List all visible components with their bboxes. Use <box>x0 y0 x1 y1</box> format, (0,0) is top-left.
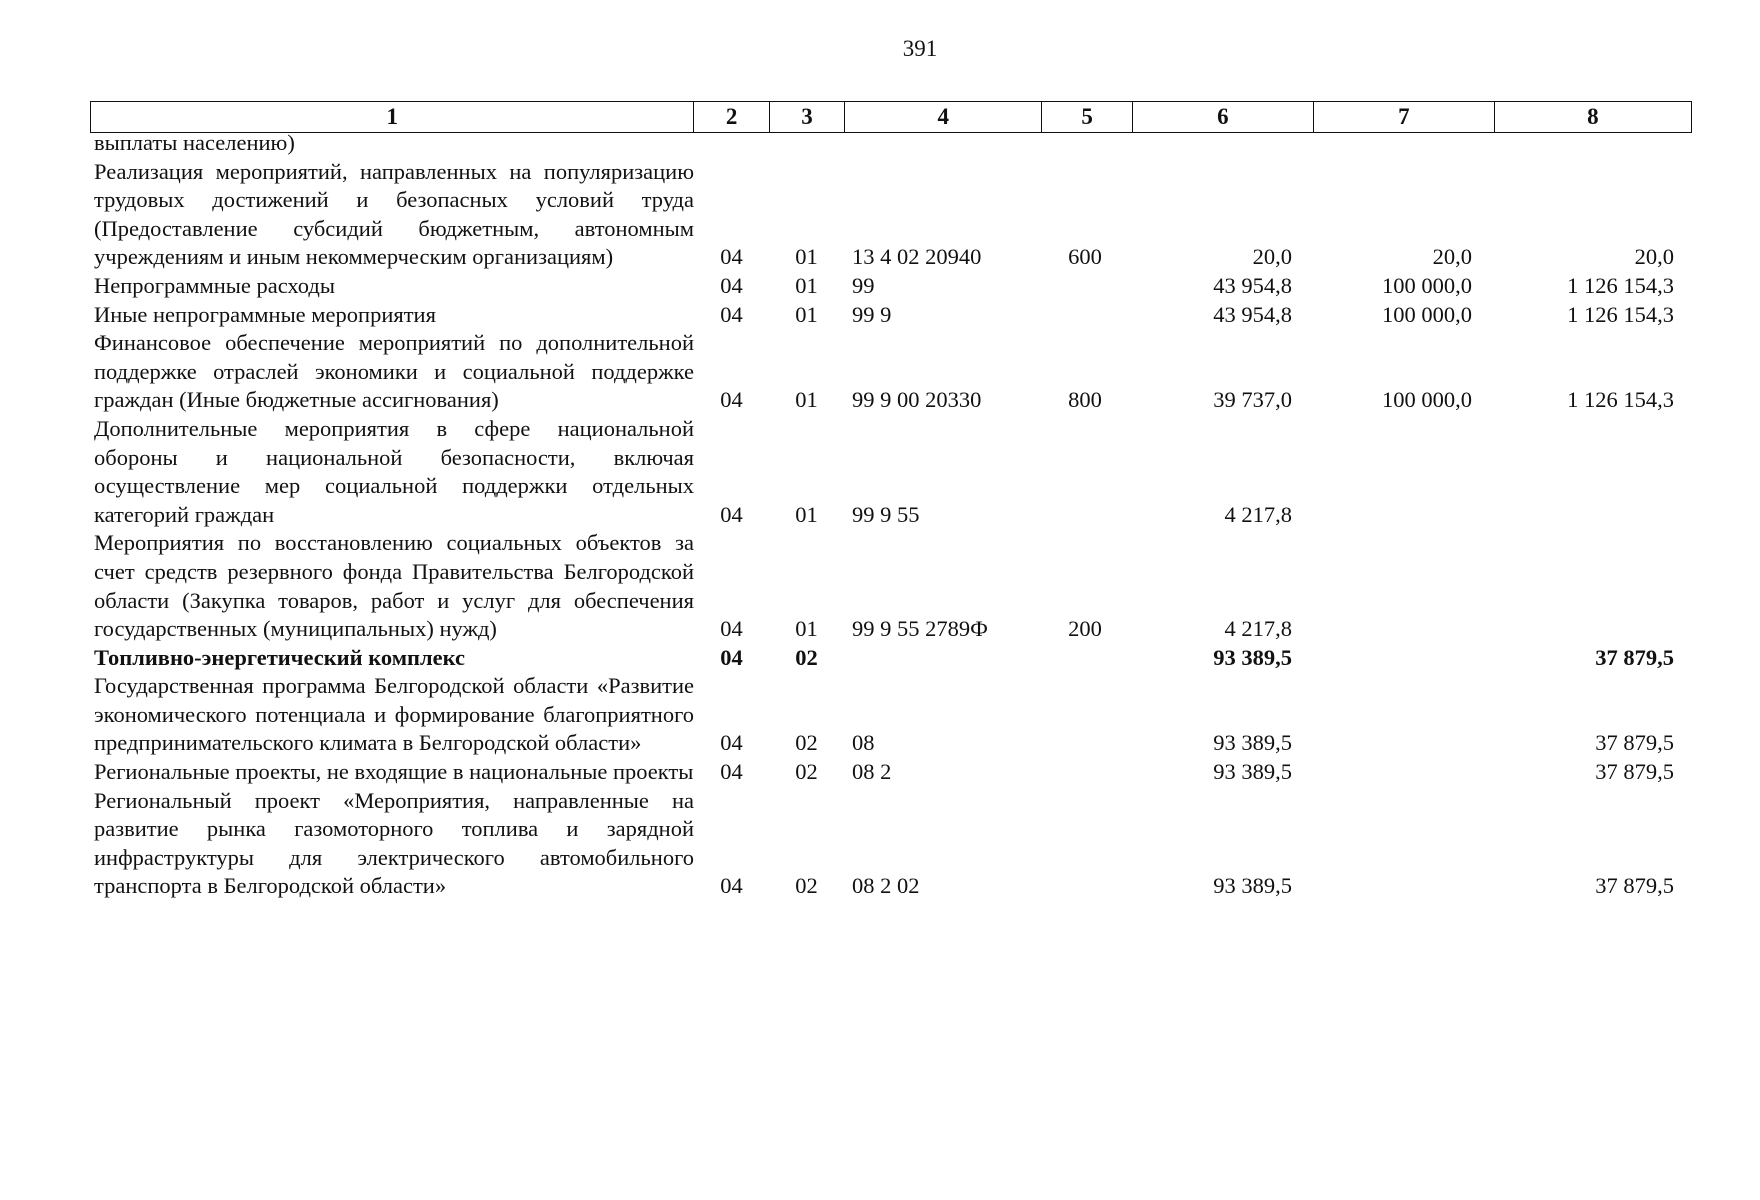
table-row <box>90 672 1692 758</box>
row-amount-col-8: 37 879,5 <box>1595 730 1674 756</box>
row-amount-col-6: 93 389,5 <box>1213 759 1292 785</box>
row-amount-col-8: 37 879,5 <box>1595 873 1674 899</box>
row-name: Топливно-энергетический комплекс <box>94 644 465 670</box>
header-col-8: 8 <box>1494 102 1691 133</box>
table-row <box>90 272 1692 301</box>
row-name: Финансовое обеспечение мероприятий по дополнительной поддержке отраслей экономики и социальной поддержке граждан (Иные бюджетные ассигнования) <box>94 330 694 413</box>
row-target-article: 99 9 55 2789Ф <box>852 616 988 642</box>
row-target-article: 08 2 <box>852 759 892 785</box>
table-row <box>90 129 1692 158</box>
row-section-code: 04 <box>720 759 743 785</box>
row-amount-col-6: 93 389,5 <box>1213 730 1292 756</box>
row-section-code: 04 <box>720 644 743 670</box>
table-row <box>90 415 1692 529</box>
row-target-article: 99 9 55 <box>852 501 920 527</box>
header-col-5: 5 <box>1042 102 1133 133</box>
row-amount-col-6: 43 954,8 <box>1213 272 1292 298</box>
row-amount-col-7: 100 000,0 <box>1382 387 1472 413</box>
row-name: Дополнительные мероприятия в сфере национальной обороны и национальной безопасности, включая осуществление мер социальной поддержки отдельных категорий граждан <box>94 415 694 527</box>
row-expense-type: 200 <box>1068 616 1102 642</box>
budget-table-body <box>90 129 1692 901</box>
header-col-2: 2 <box>694 102 769 133</box>
row-subsection-code: 02 <box>795 759 818 785</box>
header-col-1: 1 <box>91 102 694 133</box>
row-section-code: 04 <box>720 301 743 327</box>
row-amount-col-8: 37 879,5 <box>1595 759 1674 785</box>
row-amount-col-7: 100 000,0 <box>1382 301 1472 327</box>
row-subsection-code: 01 <box>795 301 818 327</box>
row-expense-type: 600 <box>1068 244 1102 270</box>
row-name: Реализация мероприятий, направленных на популяризацию трудовых достижений и безопасных условий труда (Предоставление субсидий бюджетным, автономным учреждениям и иным некоммерческим организациям) <box>94 158 694 270</box>
row-amount-col-8: 1 126 154,3 <box>1567 387 1674 413</box>
row-subsection-code: 01 <box>795 244 818 270</box>
row-name: Региональные проекты, не входящие в национальные проекты <box>94 759 694 785</box>
row-name: Мероприятия по восстановлению социальных объектов за счет средств резервного фонда Правительства Белгородской области (Закупка товаров, работ и услуг для обеспечения государственных (муниципальных) нужд) <box>94 530 694 642</box>
row-name: Государственная программа Белгородской области «Развитие экономического потенциала и формирование благоприятного предпринимательского климата в Белгородской области» <box>94 673 694 756</box>
row-amount-col-6: 43 954,8 <box>1213 301 1292 327</box>
row-amount-col-6: 93 389,5 <box>1213 644 1292 670</box>
row-section-code: 04 <box>720 730 743 756</box>
row-expense-type: 800 <box>1068 387 1102 413</box>
row-target-article: 99 9 00 20330 <box>852 387 982 413</box>
row-target-article: 13 4 02 20940 <box>852 244 982 270</box>
row-subsection-code: 01 <box>795 616 818 642</box>
row-name: Региональный проект «Мероприятия, направленные на развитие рынка газомоторного топлива и зарядной инфраструктуры для электрического автомобильного транспорта в Белгородской области» <box>94 787 694 899</box>
row-section-code: 04 <box>720 387 743 413</box>
row-target-article: 08 <box>852 730 875 756</box>
row-subsection-code: 02 <box>795 644 818 670</box>
row-amount-col-7: 100 000,0 <box>1382 272 1472 298</box>
row-section-code: 04 <box>720 873 743 899</box>
table-row <box>90 787 1692 901</box>
page-number: 391 <box>902 36 938 61</box>
row-subsection-code: 02 <box>795 873 818 899</box>
row-amount-col-8: 37 879,5 <box>1595 644 1674 670</box>
row-target-article: 08 2 02 <box>852 873 920 899</box>
row-section-code: 04 <box>720 272 743 298</box>
row-subsection-code: 01 <box>795 272 818 298</box>
header-col-4: 4 <box>845 102 1042 133</box>
header-col-6: 6 <box>1132 102 1313 133</box>
row-name: Непрограммные расходы <box>94 272 335 298</box>
row-name: выплаты населению) <box>94 130 295 155</box>
row-subsection-code: 01 <box>795 501 818 527</box>
row-amount-col-8: 1 126 154,3 <box>1567 301 1674 327</box>
row-amount-col-8: 20,0 <box>1634 244 1674 270</box>
row-amount-col-6: 93 389,5 <box>1213 873 1292 899</box>
row-target-article: 99 9 <box>852 301 892 327</box>
header-col-7: 7 <box>1313 102 1494 133</box>
table-row <box>90 529 1692 643</box>
row-amount-col-6: 4 217,8 <box>1224 501 1292 527</box>
row-subsection-code: 02 <box>795 730 818 756</box>
row-section-code: 04 <box>720 501 743 527</box>
table-row <box>90 158 1692 272</box>
row-amount-col-6: 4 217,8 <box>1224 616 1292 642</box>
table-row <box>90 329 1692 415</box>
row-amount-col-6: 39 737,0 <box>1213 387 1292 413</box>
header-row <box>91 102 1692 133</box>
table-row <box>90 758 1692 787</box>
table-row <box>90 644 1692 673</box>
row-section-code: 04 <box>720 244 743 270</box>
row-section-code: 04 <box>720 616 743 642</box>
row-target-article: 99 <box>852 272 875 298</box>
row-subsection-code: 01 <box>795 387 818 413</box>
table-row <box>90 301 1692 330</box>
row-amount-col-6: 20,0 <box>1252 244 1292 270</box>
row-amount-col-7: 20,0 <box>1432 244 1472 270</box>
header-col-3: 3 <box>769 102 844 133</box>
row-name: Иные непрограммные мероприятия <box>94 301 436 327</box>
row-amount-col-8: 1 126 154,3 <box>1567 272 1674 298</box>
